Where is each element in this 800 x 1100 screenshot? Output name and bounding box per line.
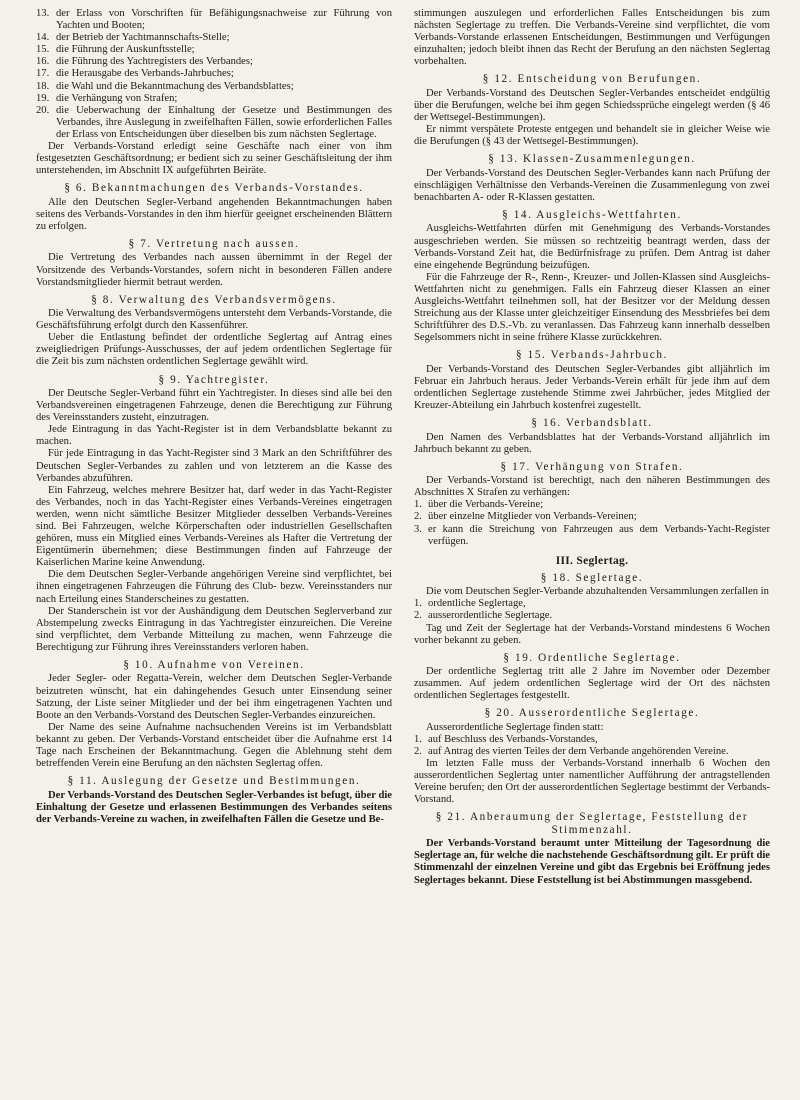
seglertag-types-list xyxy=(414,598,770,622)
paragraph: Jede Eintragung in das Yacht-Register ist in dem Verbandsblatte bekannt zu machen. xyxy=(36,424,392,448)
section-heading-9: § 9. Yachtregister. xyxy=(158,373,270,386)
list-item: 2. über einzelne Mitglieder von Verbands-Vereinen; xyxy=(414,511,637,523)
extraordinary-conditions-list xyxy=(414,734,770,758)
paragraph: Ausgleichs-Wettfahrten dürfen mit Genehmigung des Verbands-Vorstandes ausgeschrieben werden. Sie müssen so rechtzeitig beantragt werden, dass der Verbands-Vorstand Zeit hat, die Bedürfnisfrage zu prüfen. Dem Antrag ist daher eine eingehende Begründung beizufügen. xyxy=(414,223,770,271)
paragraph: Die Vertretung des Verbandes nach aussen übernimmt in der Regel der Vorsitzende des Verbands-Vorstandes, sofern nicht in besonderen Fällen andere Vorstandsmitglieder hiermit betraut werden. xyxy=(36,252,392,288)
section-heading-19: § 19. Ordentliche Seglertage. xyxy=(503,651,681,664)
list-item: 20. die Ueberwachung der Einhaltung der Gesetze und Bestimmungen des Verbandes, ihre Auslegung in zweifelhaften Fällen, sowie erforderlichen Falles der Erlass von Entscheidungen über dieselben bis zum nächsten Seglertage. xyxy=(36,104,392,140)
paragraph: Im letzten Falle muss der Verbands-Vorstand innerhalb 6 Wochen den ausserordentlichen Seglertag unter namentlicher Aufführung der antragstellenden Vereine berufen; den Ort der ausserordentlichen Seglertage bestimmt der Verbands-Vorstand. xyxy=(414,758,770,806)
paragraph: Der Verbands-Vorstand des Deutschen Segler-Verbandes gibt alljährlich im Februar ein Jahrbuch heraus. Jeder Verbands-Verein erhält für jede ihm auf dem ordentlichen Seglertage zustehende Stimme zwei Jahrbücher, jedes Mitglied der Kreuzer-Abteilung ein Jahrbuch kostenfrei zugestellt. xyxy=(414,363,770,412)
paragraph: Der Verbands-Vorstand des Deutschen Segler-Verbandes ist befugt, über die Einhaltung der Gesetze und erlassenen Bestimmungen des Verbandes seitens der Verbands-Vereine zu wachen, in zweifelhaften Fällen die Gesetze und Be- xyxy=(36,789,392,825)
section-heading-11: § 11. Auslegung der Gesetze und Bestimmungen. xyxy=(67,775,361,788)
list-item: 2. auf Antrag des vierten Teiles der dem Verbande angehörenden Vereine. xyxy=(414,745,729,757)
section-heading-10: § 10. Aufnahme von Vereinen. xyxy=(123,659,305,672)
list-item: 1. auf Beschluss des Verbands-Vorstandes, xyxy=(414,733,598,745)
section-heading-6: § 6. Bekanntmachungen des Verbands-Vorstandes. xyxy=(64,182,364,195)
duties-list xyxy=(36,8,392,141)
penalty-list xyxy=(414,499,770,547)
section-heading-13: § 13. Klassen-Zusammenlegungen. xyxy=(488,153,696,166)
section-heading-8: § 8. Verwaltung des Verbandsvermögens. xyxy=(91,293,337,306)
paragraph: stimmungen auszulegen und erforderlichen Falles Entscheidungen bis zum nächsten Seglertage zu treffen. Die Verbands-Vereine sind verpflichtet, die vom Verbands-Vorstande erlassenen Entscheidungen, Bestimmungen und Verfügungen einzuhalten; jedoch bleibt ihnen das Recht der Berufung an den nächsten Seglertag vorbehalten. xyxy=(414,8,770,68)
paragraph: Der Deutsche Segler-Verband führt ein Yachtregister. In dieses sind alle bei den Verbandsvereinen eingetragenen Fahrzeuge, denen die Berechtigung zur Führung des Vereinsstanders zusteht, einzutragen. xyxy=(36,387,392,424)
section-heading-18: § 18. Seglertage. xyxy=(540,571,644,584)
list-item: 15. die Führung der Auskunftsstelle; xyxy=(36,44,195,56)
section-heading-12: § 12. Entscheidung von Berufungen. xyxy=(482,73,702,86)
list-item: 19. die Verhängung von Strafen; xyxy=(36,92,178,104)
paragraph: Jeder Segler- oder Regatta-Verein, welcher dem Deutschen Segler-Verbande beizutreten wünscht, hat ein dahingehendes Gesuch unter Einsendung seiner Satzung, der Liste seiner Mitglieder und der bei ihm eingetragenen Yachten und Boote an den Verbands-Vorstand des Deutschen Segler-Verbandes einzureichen. xyxy=(36,673,392,721)
paragraph: Den Namen des Verbandsblattes hat der Verbands-Vorstand alljährlich im Jahrbuch bekannt zu geben. xyxy=(414,431,770,455)
paragraph: Ueber die Entlastung befindet der ordentliche Seglertag auf Antrag eines zweigliedrigen Prüfungs-Ausschusses, der auf jedem ordentlichen Seglertage für die Zeit bis zum nächsten ordentlichen Seglertage gewählt wird. xyxy=(36,332,392,368)
section-heading-16: § 16. Verbandsblatt. xyxy=(531,417,653,430)
paragraph: Alle den Deutschen Segler-Verband angehenden Bekanntmachungen haben seitens des Verbands-Vorstandes in den ihm hierfür geeignet erscheinenden Blättern zu erfolgen. xyxy=(36,196,392,232)
list-item: 1. über die Verbands-Vereine; xyxy=(414,499,544,511)
left-column xyxy=(36,8,392,1100)
paragraph: Die dem Deutschen Segler-Verbande angehörigen Vereine sind verpflichtet, bei ihnen eingetragenen Fahrzeugen die Führung des Club- bezw. Vereinsstanders nur nach Erteilung eines Standerscheines zu gestatten. xyxy=(36,569,392,605)
paragraph: Der Verbands-Vorstand beraumt unter Mitteilung der Tagesordnung die Seglertage an, für welche die nachstehende Geschäftsordnung gilt. Er prüft die Stimmenzahl der einzelnen Vereine und gibt das Ergebnis bei Eröffnung jedes Seglertages bekannt. Diese Feststellung ist bei Abstimmungen massgebend. xyxy=(414,838,770,886)
paragraph: Für jede Eintragung in das Yacht-Register sind 3 Mark an den Schriftführer des Deutschen Segler-Verbandes zu zahlen und von letzterem an die Kasse des Verbandes abzuführen. xyxy=(36,448,392,484)
paragraph: Der Verbands-Vorstand ist berechtigt, nach den näheren Bestimmungen des Abschnittes X Strafen zu verhängen: xyxy=(414,475,770,499)
paragraph: Er nimmt verspätete Proteste entgegen und behandelt sie in gleicher Weise wie die Berufungen (§ 43 der Wettsegel-Bestimmungen). xyxy=(414,124,770,148)
section-heading-7: § 7. Vertretung nach aussen. xyxy=(128,238,300,250)
section-heading-17: § 17. Verhängung von Strafen. xyxy=(500,460,684,473)
paragraph: Der Standerschein ist vor der Aushändigung dem Deutschen Seglerverband zur Abstempelung zwecks Eintragung in das Yachtregister einzureichen. Die Vereine sind verpflichtet, dem Verbande Mitteilung zu machen, wenn Fahrzeuge die Berechtigung zur Führung ihres Vereinsstanders verloren haben. xyxy=(36,605,392,653)
paragraph: Ausserordentliche Seglertage finden statt: xyxy=(426,721,604,733)
paragraph: Der Verbands-Vorstand erledigt seine Geschäfte nach einer von ihm festgesetzten Geschäftsordnung; er bedient sich zu seiner Geschäftsleitung der ihm unterstehenden, im Abschnitt IX aufgeführten Beiräte. xyxy=(36,141,392,177)
part-heading: III. Seglertag. xyxy=(555,554,629,567)
paragraph: Der Name des seine Aufnahme nachsuchenden Vereins ist im Verbandsblatt bekannt zu geben. Der Verbands-Vorstand entscheidet über die Aufnahme erst 14 Tage nach Erscheinen der Bekanntmachung. Gegen die Ablehnung steht dem betreffenden Verein eine Berufung an den nächsten Seglertag offen. xyxy=(36,721,392,770)
list-item: 18. die Wahl und die Bekanntmachung des Verbandsblattes; xyxy=(36,80,294,92)
paragraph: Die vom Deutschen Segler-Verbande abzuhaltenden Versammlungen zerfallen in xyxy=(426,586,769,598)
right-column xyxy=(414,8,770,1100)
paragraph: Ein Fahrzeug, welches mehrere Besitzer hat, darf weder in das Yacht-Register des Verbandes, noch in das Yacht-Register eines Verbands-Vereines eingetragen werden, wenn nicht sämtliche Besitzer Mitglieder desselben Verbands-Vereines sind. Bei Fahrzeugen, welche Körperschaften oder industriellen Gesellschaften gehören, muss ein Mitglied eines Verbands-Vereines als Hafter die Vertretung der Eigentümerin übernehmen; diese Bestimmungen finden auf Fahrzeuge der Kaiserlichen Marine keine Anwendung. xyxy=(36,484,392,569)
section-heading-14: § 14. Ausgleichs-Wettfahrten. xyxy=(502,209,682,222)
list-item: 17. die Herausgabe des Verbands-Jahrbuches; xyxy=(36,68,234,80)
paragraph: Der Verbands-Vorstand des Deutschen Segler-Verbandes entscheidet endgültig über die Berufungen, welche bei ihm gegen Schiedssprüche eingelegt werden (§ 46 der Wettsegel-Bestimmungen). xyxy=(414,87,770,124)
list-item: 14. der Betrieb der Yachtmannschafts-Stelle; xyxy=(36,32,230,44)
list-item: 3. er kann die Streichung von Fahrzeugen aus dem Verbands-Yacht-Register verfügen. xyxy=(414,523,770,547)
list-item: 1. ordentliche Seglertage, xyxy=(414,598,526,610)
section-heading-15: § 15. Verbands-Jahrbuch. xyxy=(516,349,668,362)
list-item: 16. die Führung des Yachtregisters des Verbandes; xyxy=(36,56,253,68)
paragraph: Der ordentliche Seglertag tritt alle 2 Jahre im November oder Dezember zusammen. Auf jedem ordentlichen Seglertage wird der Ort des nächsten ordentlichen Seglertages festgestellt. xyxy=(414,666,770,702)
paragraph: Tag und Zeit der Seglertage hat der Verbands-Vorstand mindestens 6 Wochen vorher bekannt zu geben. xyxy=(414,622,770,646)
list-item: 13. der Erlass von Vorschriften für Befähigungsnachweise zur Führung von Yachten und Booten; xyxy=(36,8,392,32)
list-item: 2. ausserordentliche Seglertage. xyxy=(414,610,553,622)
section-heading-20: § 20. Ausserordentliche Seglertage. xyxy=(484,707,700,720)
paragraph: Die Verwaltung des Verbandsvermögens untersteht dem Verbands-Vorstande, die Geschäftsführung erfolgt durch den Kassenführer. xyxy=(36,308,392,332)
paragraph: Der Verbands-Vorstand des Deutschen Segler-Verbandes kann nach Prüfung der einschlägigen Verhältnisse den Verbands-Vereinen die Zusammenlegung von zwei benachbarten A- oder R-Klassen gestatten. xyxy=(414,167,770,203)
paragraph: Für die Fahrzeuge der R-, Renn-, Kreuzer- und Jollen-Klassen sind Ausgleichs-Wettfahrten nicht zu genehmigen. Falls ein Fahrzeug dieser Klassen an einer Ausgleichs-Wettfahrt teilnehmen soll, hat der Besitzer vor der Meldung dessen Streichung aus der Klasse unter gleichzeitiger Einsendung des Messbriefes bei dem Schriftführer des D.S.-Vb. zu veranlassen. Das Fahrzeug kann innerhalb desselben Segelsommers nicht in seine frühere Klasse zurückkehren. xyxy=(414,271,770,344)
section-heading-21: § 21. Anberaumung der Seglertage, Feststellung der Stimmenzahl. xyxy=(435,811,749,836)
